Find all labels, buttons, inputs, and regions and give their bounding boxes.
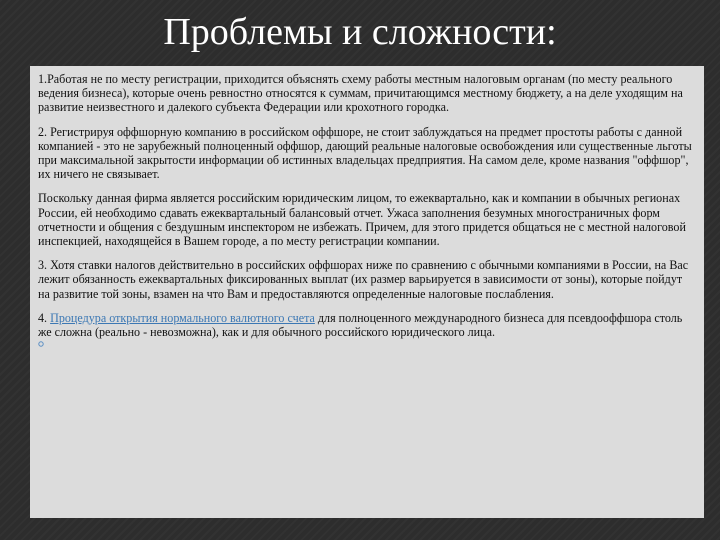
- circle-bullet-icon: [38, 341, 44, 347]
- paragraph-1: 1.Работая не по месту регистрации, приходится объяснять схему работы местным налоговым органам (по месту реального ведения бизнеса), которые очень ревностно относятся к суммам, причитающимся местному бюджету, а на деле уходящим на развитие неизвестного и далекого субъекта Федерации или крохотного городка.: [38, 72, 683, 115]
- paragraph-4: 3. Хотя ставки налогов действительно в российских оффшорах ниже по сравнению с обычными компаниями в России, на Вас лежит обязанность ежеквартальных фиксированных выплат (их размер варьируется в зависимости от зоны), которые пойдут на развитие той зоны, взамен на что Вам и предоставляются определенные налоговые послабления.: [38, 258, 689, 301]
- paragraph-5-prefix: 4.: [38, 310, 51, 325]
- content-box: [30, 66, 704, 518]
- bank-account-link[interactable]: Процедура открытия нормального валютного счета: [50, 310, 315, 325]
- paragraph-2: 2. Регистрируя оффшорную компанию в российском оффшоре, не стоит заблуждаться на предмет простоты работы с данной компанией - это не зарубежный полноценный оффшор, дающий реальные налоговые освобождения или существенные льготы при максимальной закрытости информации об истинных владельцах предприятия. На самом деле, кроме названия "оффшор", их ничего не связывает.: [38, 124, 692, 182]
- slide-title: Проблемы и сложности:: [163, 11, 557, 53]
- paragraph-3: Поскольку данная фирма является российским юридическим лицом, то ежеквартально, как и компании в обычных регионах России, ей необходимо сдавать ежеквартальный балансовый отчет. Ужаса заполнения безумных многостраничных форм отчетности и общения с бездушным инспектором не избежать. Причем, для этого придется общаться не с местной налоговой инспекцией, находящейся в Вашем городе, а по месту регистрации компании.: [38, 191, 686, 249]
- paragraph-5-suffix: для полноценного международного бизнеса для псевдооффшора столь же сложна (реально - невозможна), как и для обычного российского юридического лица.: [38, 310, 683, 340]
- paragraph-5: [38, 311, 696, 339]
